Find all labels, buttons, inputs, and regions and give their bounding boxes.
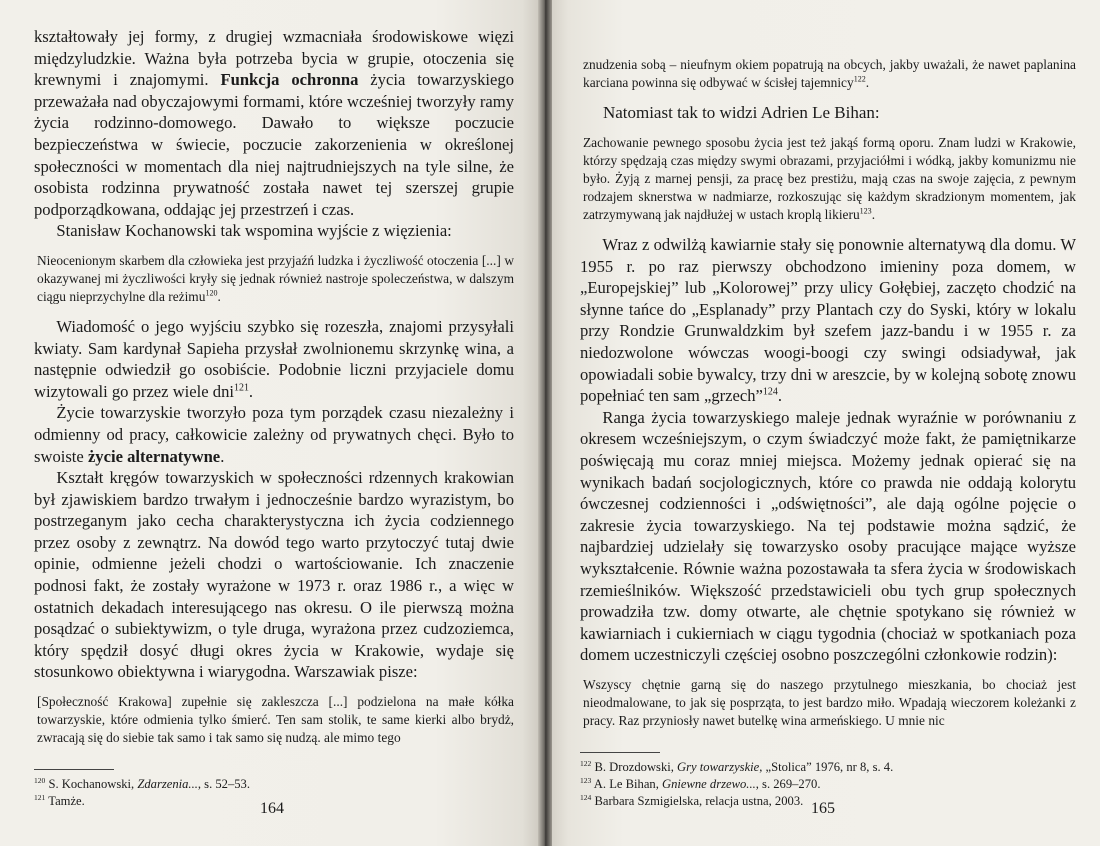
footnote-ref: 124 — [762, 386, 778, 398]
page-right-text — [580, 56, 1076, 810]
footnote-ref: 122 — [853, 74, 866, 84]
footnote: $^{122}$ B. Drozdowski, Gry towarzyskie, „Stolica” 1976, nr 8, s. 4. — [580, 758, 894, 774]
page-number: 164 — [260, 800, 284, 817]
book-gutter — [538, 0, 552, 846]
bold-term: Funkcja ochronna — [220, 70, 359, 90]
block-quote: Wszyscy chętnie garną się do naszego przytulnego mieszkania, bo chociaż jest nieodmalowane, to jak się posprząta, to jest bardzo miło. Wpadają wieczorem koleżanki z pracy. Raz przyniosły nawet butelkę wina armeńskiego. U mnie nic — [583, 676, 1076, 728]
paragraph: Wiadomość o jego wyjściu szybko się rozeszła, znajomi przysyłali kwiaty. Sam kardynał Sapieha przysłał zwolnionemu skrzynkę wina, a następnie odwiedził go osobiście. Podobnie liczni przyjaciele domu wizytowali go przez wiele dni$^{121}$. — [34, 316, 514, 401]
block-quote: znudzenia sobą – nieufnym okiem popatrują na obcych, jakby uważali, że nawet paplanina karciana powinna się odbywać w ścisłej tajemnicy$^{122}$. — [583, 57, 1076, 90]
footnote: $^{123}$ A. Le Bihan, Gniewne drzewo..., s. 269–270. — [580, 775, 821, 791]
paragraph: Życie towarzyskie tworzyło poza tym porządek czasu niezależny i odmienny od pracy, całkowicie zależny od prywatnych chęci. Było to swoiste życie alternatywne. — [34, 403, 514, 466]
paragraph: Stanisław Kochanowski tak wspomina wyjście z więzienia: — [56, 221, 452, 241]
footnote: $^{121}$ Tamże. — [34, 792, 85, 809]
footnote-ref: 120 — [205, 288, 218, 298]
page-left-text — [34, 26, 514, 810]
page-number: 165 — [811, 800, 835, 817]
bold-term: życie alternatywne — [87, 446, 221, 466]
footnote-ref: 121 — [233, 382, 249, 394]
page-right — [546, 0, 1100, 846]
block-quote: Nieocenionym skarbem dla człowieka jest przyjaźń ludzka i życzliwość otoczenia [...] w okazywanej mi życzliwości kryły się jednak również nastroje spoleczeństwa, w dalszym ciągu nieprzychylne dla reżimu$^{120}$. — [37, 252, 514, 304]
footnote: $^{120}$ S. Kochanowski, Zdarzenia..., s. 52–53. — [34, 775, 251, 792]
block-quote: [Społeczność Krakowa] zupełnie się zakleszcza [...] podzielona na małe kółka towarzyskie, które odmienia tylko śmierć. Ten sam stolik, te same kierki albo brydż, zwracają się do siebie tak samo i tak samo się nudzą. ale mimo tego — [37, 694, 514, 746]
page-left — [0, 0, 544, 846]
paragraph: Kształt kręgów towarzyskich w społeczności rdzennych krakowian był zjawiskiem bardzo trwałym i jednocześnie bardzo wyrazistym, bo postrzeganym jako cecha charakterystyczna ich życia codziennego przez osoby z zewnątrz. Na dowód tego warto przytoczyć tutaj dwie opinie, odmienne jeżeli chodzi o wartościowanie. Ich znaczenie podnosi fakt, że zostały wyrażone w 1973 r. oraz 1986 r., a więc w ostatnich dekadach interesującego nas okresu. O ile pierwszą można posądzać o subiektywizm, o tyle druga, wyrażona przez cudzoziemca, który spędził dosyć długi okres życia w Krakowie, wydaje się stosunkowo obiektywna i wiarygodna. Warszawiak pisze: — [34, 468, 514, 682]
paragraph: Wraz z odwilżą kawiarnie stały się ponownie alternatywą dla domu. W 1955 r. po raz pierwszy obchodzono imieniny poza domem, w „Europejskiej” lub „Kolorowej” przy ulicy Gołębiej, zaczęto chodzić na słynne tańce do „Esplanady” przy Plantach czy do Syski, który w lokalu przy Rondzie Grunwaldzkim był szefem jazz-bandu i w 1955 r. za niedozwolone wówczas woogi-boogi czy swingi odsiadywał, jak opowiadali sobie bywalcy, trzy dni w areszcie, by w kolejną sobotę znowu popełniać ten sam „grzech”$^{124}$. — [580, 235, 1076, 406]
paragraph: Ranga życia towarzyskiego maleje jednak wyraźnie w porównaniu z okresem wcześniejszym, o czym świadczyć może fakt, że pamiętnikarze poświęcają mu coraz mniej miejsca. Możemy jednak opierać się na wynikach badań socjologicznych, które co prawda nie oddają kolorytu ówczesnej codzienności i „odświętności”, ale dają ogólne pojęcie o zakresie życia towarzyskiego. Na tej podstawie można sądzić, że najbardziej udzielały się towarzysko osoby pracujące mające wyższe wykształcenie. Równie ważna pozostawała ta sfera życia w środowiskach rzemieślników. Większość przedstawicieli obu tych grup społecznych prowadziła tzw. domy otwarte, ale chętnie spotykano się również w kawiarniach i cukierniach w ciągu tygodnia (chociaż w spotkaniach poza domem uczestniczyli częściej osobno poszczególni członkowie rodzin): — [580, 407, 1076, 665]
footnote-ref: 123 — [859, 206, 872, 216]
paragraph: Natomiast tak to widzi Adrien Le Bihan: — [602, 103, 880, 122]
block-quote: Zachowanie pewnego sposobu życia jest też jakąś formą oporu. Znam ludzi w Krakowie, którzy spędzają czas między swymi obrazami, przyjaciółmi i wódką, jakby komunizmu nie było. Żyją z marnej pensji, za pracę bez prestiżu, mają czas na swoje zajęcia, z pewnym rodzajem sknerstwa w nadmiarze, rozkoszując się każdym skradzionym momentem, jak zatrzymywaną jak najdłużej w ustach kroplą likieru$^{123}$. — [583, 135, 1076, 222]
paragraph: kształtowały jej formy, z drugiej wzmacniała środowiskowe więzi międzyludzkie. Ważna była potrzeba bycia w grupie, otoczenia się krewnymi i znajomymi. Funkcja ochronna życia towarzyskiego przeważała nad obyczajowymi formami, które wcześniej tworzyły ramy życia rodzinno-domowego. Dawało to większe poczucie bezpieczeństwa w świecie, poczucie zakorzenienia w określonej społeczności w momentach dla niej najtrudniejszych na tyle silne, że osobista rodzinna prywatność została nawet tej szerszej grupie podporządkowana, oddając jej przestrzeń i czas. — [34, 27, 514, 219]
footnote: $^{124}$ Barbara Szmigielska, relacja ustna, 2003. — [580, 792, 804, 808]
